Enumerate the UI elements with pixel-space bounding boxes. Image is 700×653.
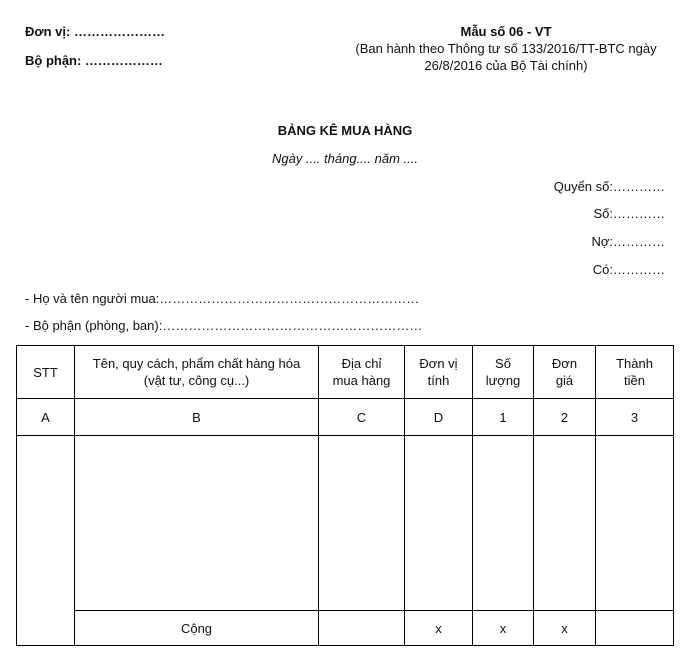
code-cell: A xyxy=(17,399,75,436)
total-don-vi: x xyxy=(405,611,473,646)
so-field: Số:………… xyxy=(593,206,665,221)
col-header-don-gia: Đơn giá xyxy=(534,346,596,399)
issued-note-line1: (Ban hành theo Thông tư số 133/2016/TT-BTC ngày xyxy=(355,41,657,56)
issued-note-line2: 26/8/2016 của Bộ Tài chính) xyxy=(424,58,588,73)
empty-cell[interactable] xyxy=(596,436,674,611)
col-header-ten: Tên, quy cách, phẩm chất hàng hóa (vật tư, công cụ...) xyxy=(75,346,319,399)
page-title: BẢNG KÊ MUA HÀNG xyxy=(277,123,413,138)
empty-cell[interactable] xyxy=(473,436,534,611)
empty-cell[interactable] xyxy=(405,436,473,611)
empty-cell[interactable] xyxy=(534,436,596,611)
don-vi-label: Đơn vị: ………………… xyxy=(25,24,165,39)
buyer-name-field: - Họ và tên người mua:…………………………………………………… xyxy=(25,291,420,306)
code-cell: D xyxy=(405,399,473,436)
total-don-gia: x xyxy=(534,611,596,646)
code-cell: B xyxy=(75,399,319,436)
table-total-row xyxy=(17,611,674,646)
no-field: Nợ:………… xyxy=(591,234,665,249)
empty-cell[interactable] xyxy=(319,436,405,611)
buyer-department-field: - Bộ phận (phòng, ban):…………………………………………………… xyxy=(25,318,423,333)
table-code-row xyxy=(17,399,674,436)
col-header-stt: STT xyxy=(17,346,75,399)
col-header-dia-chi: Địa chỉ mua hàng xyxy=(319,346,405,399)
col-header-so-luong: Số lượng xyxy=(473,346,534,399)
total-dia-chi xyxy=(319,611,405,646)
code-cell: 2 xyxy=(534,399,596,436)
empty-cell[interactable] xyxy=(75,436,319,611)
form-number: Mẫu số 06 - VT xyxy=(460,24,552,39)
code-cell: C xyxy=(319,399,405,436)
stt-empty-cell[interactable] xyxy=(17,436,75,646)
col-header-don-vi: Đơn vị tính xyxy=(405,346,473,399)
bo-phan-label: Bộ phận: ……………… xyxy=(25,53,163,68)
code-cell: 1 xyxy=(473,399,534,436)
co-field: Có:………… xyxy=(592,262,665,277)
table-body-row xyxy=(17,436,674,611)
date-line: Ngày .... tháng.... năm .... xyxy=(272,151,418,166)
total-label: Cộng xyxy=(75,611,319,646)
table-header-row xyxy=(17,346,674,399)
code-cell: 3 xyxy=(596,399,674,436)
col-header-thanh-tien: Thành tiền xyxy=(596,346,674,399)
quyen-so-field: Quyển số:………… xyxy=(553,179,665,194)
purchase-table xyxy=(16,345,674,646)
total-thanh-tien xyxy=(596,611,674,646)
total-so-luong: x xyxy=(473,611,534,646)
